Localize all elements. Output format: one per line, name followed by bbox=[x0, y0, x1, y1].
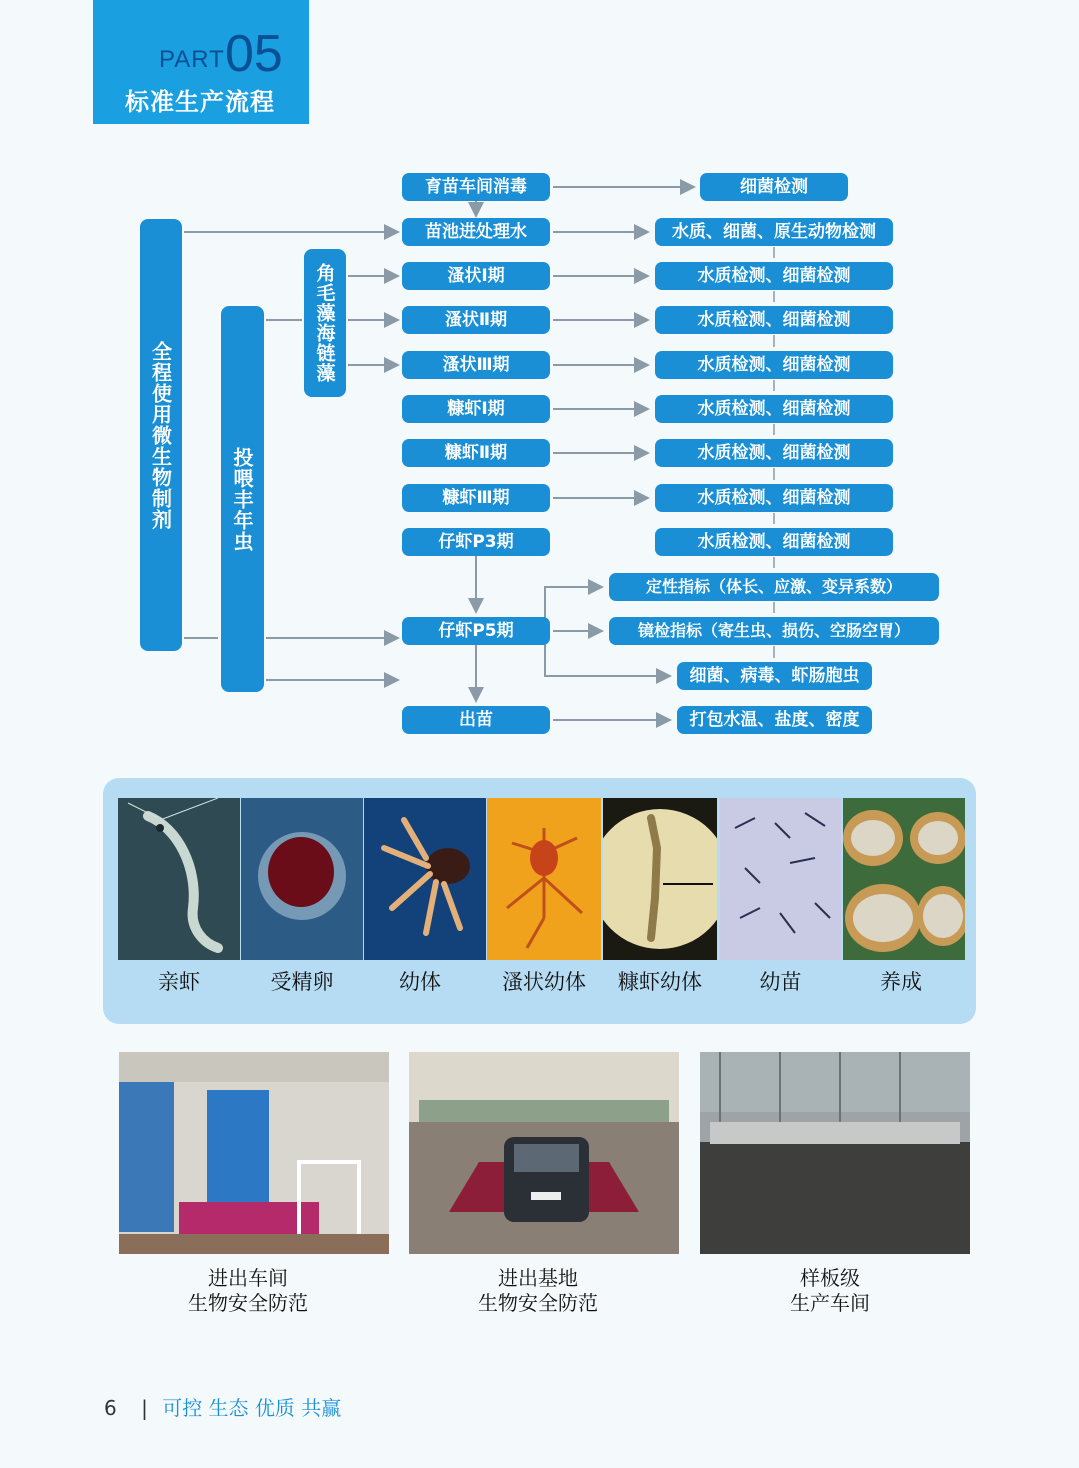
check-box: 细菌、病毒、虾肠胞虫 bbox=[677, 662, 872, 690]
check-box: 打包水温、盐度、密度 bbox=[677, 706, 872, 734]
post-larvae-photo bbox=[720, 798, 841, 960]
check-box: 水质检测、细菌检测 bbox=[655, 262, 893, 290]
stage-caption: 亲虾 bbox=[158, 970, 200, 994]
page-footer bbox=[104, 1392, 341, 1421]
zoea-photo bbox=[487, 798, 601, 960]
facility-caption-line1: 进出车间 bbox=[208, 1266, 288, 1290]
check-box: 定性指标（体长、应激、变异系数） bbox=[609, 573, 939, 601]
artemia-feeding-bar bbox=[221, 306, 264, 692]
stage-caption: 糠虾幼体 bbox=[618, 970, 702, 994]
stage-box: 溞状Ⅲ期 bbox=[402, 351, 550, 379]
stage-box: 出苗 bbox=[402, 706, 550, 734]
workshop-entrance-photo bbox=[119, 1052, 389, 1254]
stage-box: 糠虾Ⅱ期 bbox=[402, 439, 550, 467]
facility-caption bbox=[113, 1266, 383, 1316]
grown-shrimp-baskets-photo bbox=[843, 798, 965, 960]
check-box: 水质检测、细菌检测 bbox=[655, 439, 893, 467]
check-box: 水质检测、细菌检测 bbox=[655, 351, 893, 379]
microbial-agent-bar bbox=[140, 219, 182, 651]
facility-caption-line2: 生产车间 bbox=[790, 1291, 870, 1315]
stage-caption: 溞状幼体 bbox=[502, 970, 586, 994]
facility-caption-line1: 样板级 bbox=[800, 1266, 860, 1290]
stage-caption: 幼苗 bbox=[759, 970, 802, 994]
check-box: 水质检测、细菌检测 bbox=[655, 484, 893, 512]
stage-caption: 幼体 bbox=[399, 970, 441, 994]
mysis-photo bbox=[603, 798, 717, 960]
footer-separator: | bbox=[141, 1396, 148, 1420]
production-workshop-photo bbox=[700, 1052, 970, 1254]
algae-label: 角毛藻海链藻 bbox=[313, 263, 336, 383]
check-box: 水质检测、细菌检测 bbox=[655, 306, 893, 334]
stage-box: 育苗车间消毒 bbox=[402, 173, 550, 201]
footer-slogan: 可控 生态 优质 共赢 bbox=[162, 1396, 342, 1420]
fertilized-egg-photo bbox=[241, 798, 363, 960]
facility-caption bbox=[403, 1266, 673, 1316]
artemia-feeding-label: 投喂丰年虫 bbox=[230, 446, 254, 552]
page-number: 6 bbox=[104, 1396, 117, 1420]
facility-caption bbox=[695, 1266, 965, 1316]
broodstock-shrimp-photo bbox=[118, 798, 240, 960]
microbial-agent-label: 全程使用微生物制剂 bbox=[148, 340, 173, 530]
check-box: 水质检测、细菌检测 bbox=[655, 528, 893, 556]
facility-caption-line2: 生物安全防范 bbox=[478, 1291, 598, 1315]
stage-box: 溞状Ⅰ期 bbox=[402, 262, 550, 290]
stage-caption: 养成 bbox=[880, 970, 922, 994]
check-box: 水质、细菌、原生动物检测 bbox=[655, 218, 893, 246]
check-box: 细菌检测 bbox=[700, 173, 848, 201]
part-number: 05 bbox=[225, 25, 283, 83]
algae-bar bbox=[304, 249, 346, 397]
stage-caption: 受精卵 bbox=[270, 970, 334, 994]
stage-box: 溞状Ⅱ期 bbox=[402, 306, 550, 334]
stage-box: 糠虾Ⅲ期 bbox=[402, 484, 550, 512]
section-title: 标准生产流程 bbox=[125, 88, 275, 116]
stage-box: 苗池进处理水 bbox=[402, 218, 550, 246]
check-box: 镜检指标（寄生虫、损伤、空肠空胃） bbox=[609, 617, 939, 645]
part-label: PART bbox=[159, 46, 225, 73]
stage-box: 糠虾Ⅰ期 bbox=[402, 395, 550, 423]
stage-box: 仔虾P5期 bbox=[402, 617, 550, 645]
check-box: 水质检测、细菌检测 bbox=[655, 395, 893, 423]
base-entrance-photo bbox=[409, 1052, 679, 1254]
facility-caption-line2: 生物安全防范 bbox=[188, 1291, 308, 1315]
facility-caption-line1: 进出基地 bbox=[498, 1266, 578, 1290]
stage-box: 仔虾P3期 bbox=[402, 528, 550, 556]
nauplius-photo bbox=[364, 798, 486, 960]
